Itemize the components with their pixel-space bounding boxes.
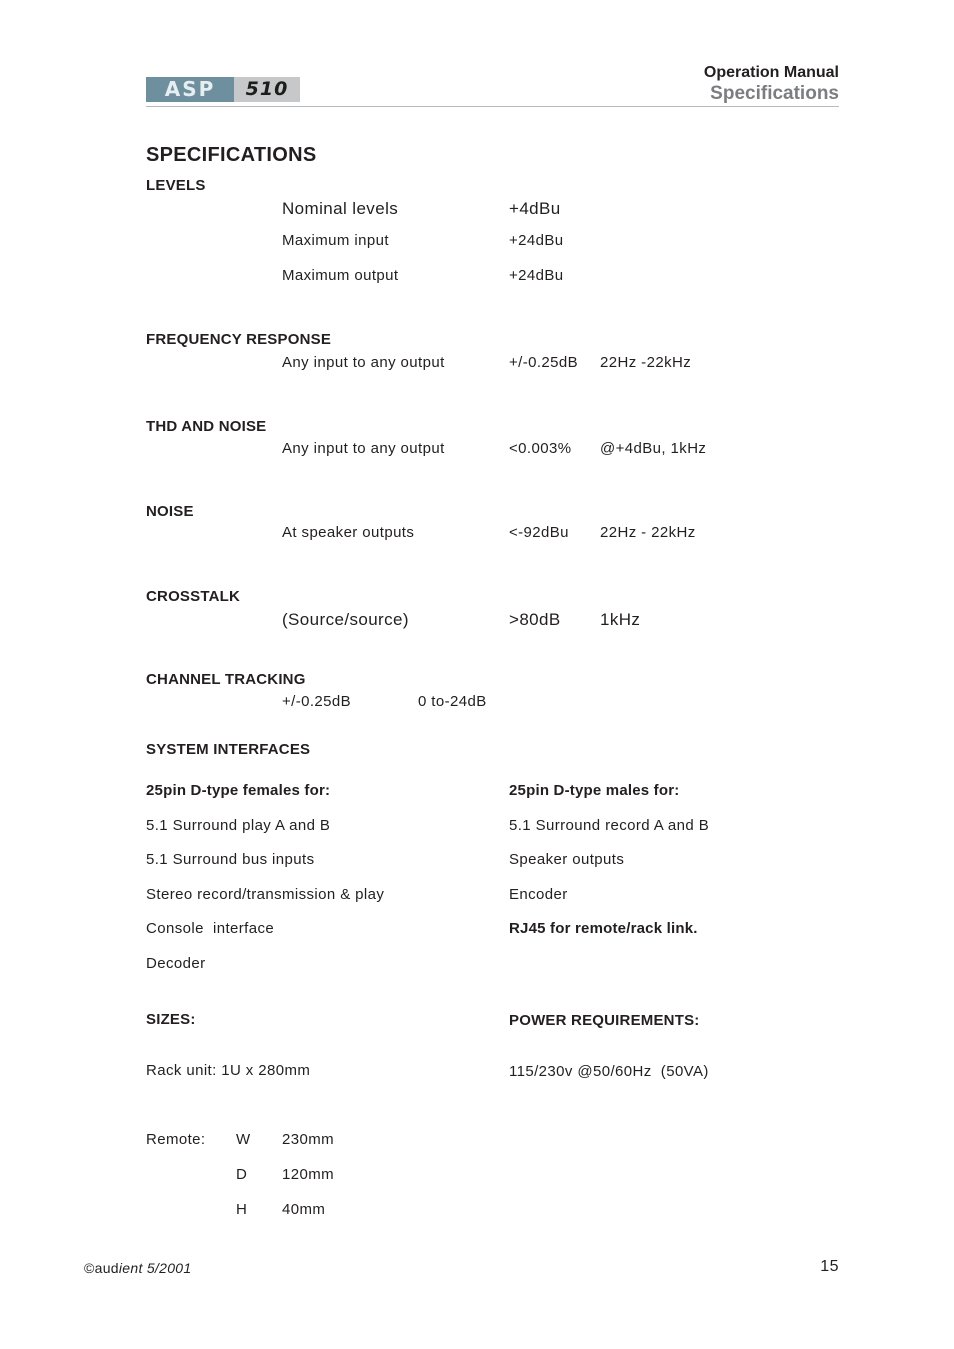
females-item: Console interface xyxy=(146,920,275,937)
logo-text-asp: ASP xyxy=(146,77,234,102)
remote-dim-depth: D xyxy=(236,1166,248,1183)
copyright-suffix: ient 5/2001 xyxy=(118,1260,192,1276)
crosstalk-label: (Source/source) xyxy=(282,610,409,629)
maximum-input-label: Maximum input xyxy=(282,232,389,249)
copyright-prefix: ©aud xyxy=(84,1260,119,1276)
header-title: Operation Manual xyxy=(703,64,839,81)
copyright xyxy=(84,1260,191,1276)
channel-tracking-heading: CHANNEL TRACKING xyxy=(146,671,306,688)
females-heading: 25pin D-type females for: xyxy=(146,782,331,799)
frequency-response-heading: FREQUENCY RESPONSE xyxy=(146,331,332,348)
power-requirements-heading: POWER REQUIREMENTS: xyxy=(509,1012,700,1029)
maximum-output-value: +24dBu xyxy=(509,267,564,284)
males-item: 5.1 Surround record A and B xyxy=(509,817,710,834)
rj45-note: RJ45 for remote/rack link. xyxy=(509,920,698,937)
noise-heading: NOISE xyxy=(146,503,194,520)
males-item: Speaker outputs xyxy=(509,851,625,868)
females-item: Stereo record/transmission & play xyxy=(146,886,385,903)
females-item: 5.1 Surround play A and B xyxy=(146,817,331,834)
remote-width-value: 230mm xyxy=(282,1131,335,1148)
maximum-output-label: Maximum output xyxy=(282,267,399,284)
remote-dim-width: W xyxy=(236,1131,251,1148)
asp510-logo xyxy=(146,77,300,102)
frequency-response-value: +/-0.25dB xyxy=(509,354,579,371)
nominal-levels-label: Nominal levels xyxy=(282,199,399,218)
header-divider xyxy=(146,106,839,107)
page-title: SPECIFICATIONS xyxy=(146,144,317,166)
thd-noise-label: Any input to any output xyxy=(282,440,445,457)
thd-noise-heading: THD AND NOISE xyxy=(146,418,267,435)
remote-height-value: 40mm xyxy=(282,1201,326,1218)
power-requirements-value: 115/230v @50/60Hz (50VA) xyxy=(509,1063,709,1080)
remote-depth-value: 120mm xyxy=(282,1166,335,1183)
system-interfaces-heading: SYSTEM INTERFACES xyxy=(146,741,311,758)
crosstalk-heading: CROSSTALK xyxy=(146,588,241,605)
header-subtitle: Specifications xyxy=(710,83,839,104)
nominal-levels-value: +4dBu xyxy=(509,199,561,218)
sizes-heading: SIZES: xyxy=(146,1011,196,1028)
males-heading: 25pin D-type males for: xyxy=(509,782,680,799)
levels-heading: LEVELS xyxy=(146,177,206,194)
noise-value: <-92dBu xyxy=(509,524,569,541)
crosstalk-frequency: 1kHz xyxy=(600,610,641,629)
noise-range: 22Hz - 22kHz xyxy=(600,524,696,541)
males-item: Encoder xyxy=(509,886,568,903)
thd-noise-condition: @+4dBu, 1kHz xyxy=(600,440,707,457)
logo-text-510: 510 xyxy=(234,77,300,102)
remote-dim-height: H xyxy=(236,1201,248,1218)
remote-label: Remote: xyxy=(146,1131,206,1148)
females-item: Decoder xyxy=(146,955,206,972)
page-number: 15 xyxy=(820,1258,839,1275)
channel-tracking-value: +/-0.25dB xyxy=(282,693,352,710)
channel-tracking-range: 0 to-24dB xyxy=(418,693,487,710)
crosstalk-value: >80dB xyxy=(509,610,561,629)
thd-noise-value: <0.003% xyxy=(509,440,572,457)
females-item: 5.1 Surround bus inputs xyxy=(146,851,315,868)
noise-label: At speaker outputs xyxy=(282,524,415,541)
rack-unit-size: Rack unit: 1U x 280mm xyxy=(146,1062,311,1079)
frequency-response-range: 22Hz -22kHz xyxy=(600,354,692,371)
maximum-input-value: +24dBu xyxy=(509,232,564,249)
frequency-response-label: Any input to any output xyxy=(282,354,445,371)
